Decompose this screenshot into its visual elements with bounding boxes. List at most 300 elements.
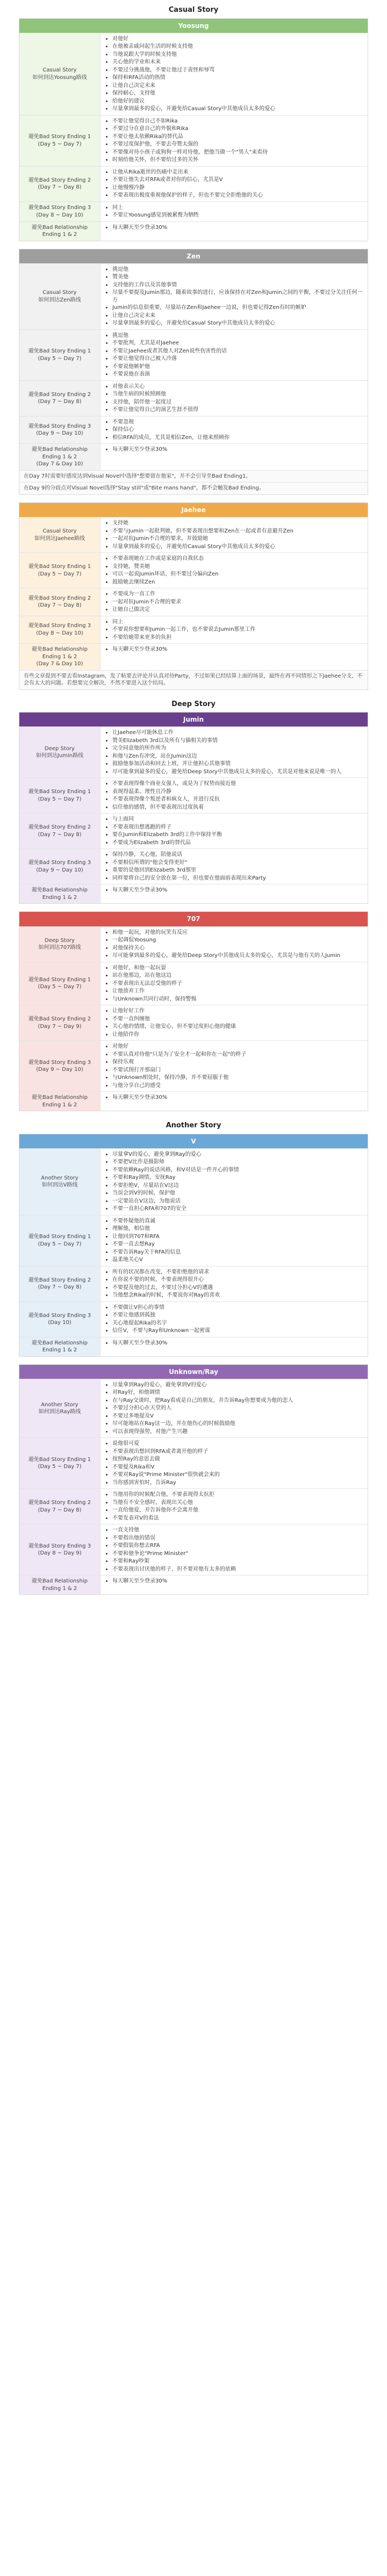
route-card [19,911,368,1111]
route-row [19,926,368,962]
tip-item: • 挑逗他 [112,332,363,340]
tips-list [101,222,368,241]
tip-item: • 每天聊天至少登录30% [112,887,363,894]
condition-line: 避免Bad Story Ending 1 [28,789,91,795]
row-condition [19,727,101,778]
condition-line: (Day 9 ~ Day 10) [36,867,83,873]
tip-item: • 鼓励她去继续Zen [112,579,363,586]
tip-item: • 保持和RFA活动的热情 [112,74,363,82]
tips-list [101,416,368,444]
row-condition [19,1379,101,1438]
tip-item: • 每天聊天至少登录30% [112,646,363,653]
tip-item: • 对他好 [112,1043,363,1050]
tip-item: • 让他陪伴你 [112,1031,363,1039]
tip-item: • 信任他的感情，但不要表现出过度执着 [112,804,363,811]
tips-list [101,778,368,813]
tip-item: • 支持他的工作以及其他事情 [112,282,363,289]
tip-item: • 不要一直去想Ray [112,1241,363,1248]
condition-line: (Day 5 ~ Day 7) [38,1464,82,1470]
tips-list [101,167,368,202]
route-note: 在Day 9的分歧点对Visual Novel选择"Stay still"或"Bite mans hand"，都不会触发Bad Ending。 [19,482,368,494]
tip-item: • 不要像对待小孩子或狗狗一样对待他，把他当做一个"男人"来看待 [112,149,363,156]
route-row [19,588,368,616]
row-condition [19,444,101,470]
route-card [19,712,368,904]
row-condition [19,1302,101,1337]
row-condition [19,814,101,848]
tips-list [101,264,368,329]
tip-item: • 赞美Elizabeth 3rd以及所有与猫相关的事情 [112,737,363,745]
tip-item: • 关心地提起Rika的名字 [112,1320,363,1327]
tip-item: • 完全同意他的所作所为 [112,745,363,752]
tip-item: • 可以一起说Jumin坏话，但不要过分偏向Zen [112,571,363,578]
condition-line: Ending 1 & 2 [42,1347,77,1354]
tip-item: • 关心他的学业和未来 [112,59,363,66]
condition-line: 避免Bad Story Ending 3 [28,423,91,429]
tip-item: • 对他保持关心 [112,945,363,952]
route-card [19,502,368,690]
condition-line: 避免Bad Relationship [32,224,88,231]
row-condition [19,1489,101,1524]
tip-item: • 不要表现出讨厌他的样子，但不要对他有太多的依赖 [112,1566,363,1573]
tip-item: • 在你说不要的时候，不要表现得很开心 [112,1276,363,1284]
condition-line: (Day 5 ~ Day 7) [38,1241,82,1247]
tip-item: • 让他自己决定未来 [112,82,363,90]
condition-line: (Day 7 ~ Day 8) [38,399,82,405]
route-row [19,1337,368,1356]
condition-line: 避免Bad Story Ending 1 [28,976,91,983]
condition-line: (Day 9 ~ Day 10) [36,1067,83,1073]
tips-list [101,1302,368,1337]
tip-item: • 不要让他觉得自己的演艺生涯不值得 [112,406,363,414]
tip-item: • 一起对抗Jumin不合理的要求 [112,599,363,606]
tip-item: • 每天聊天至少登录30% [112,446,363,454]
route-row [19,517,368,552]
condition-line: (Day 8 ~ Day 9) [38,1550,82,1557]
route-row [19,726,368,778]
route-row [19,1148,368,1215]
condition-line: Another Story [41,1175,78,1181]
tip-item: • 不要发表对V的看法 [112,1515,363,1522]
route-card [19,1134,368,1357]
tips-list [101,116,368,166]
tip-item: • 不要给她带来更多的负担 [112,634,363,642]
tip-item: • 同样要将自己的安全放在第一位，但也要在他面前表现出来Party [112,875,363,882]
route-row [19,443,368,470]
condition-line: 避免Bad Relationship [32,1578,88,1585]
row-condition [19,416,101,444]
tip-item: • 同上 [112,204,363,212]
tip-item: • 不要对Ray说"Prime Minister"很快就会来的 [112,1471,363,1479]
tip-item: • 当他生病的时候照顾他 [112,391,363,398]
row-condition [19,1149,101,1215]
route-row [19,221,368,241]
route-header: Unknown/Ray [19,1365,368,1379]
condition-line: (Day 7 ~ Day 8) [38,831,82,838]
condition-line: (Day 5 ~ Day 7) [38,984,82,990]
tip-item: • 不要与Jumin一起批判她，但不要表现出想要和Zen在一起或者有意避开Zen [112,528,363,535]
tip-item: • 不要过度保护他，不要去夸赞太强的 [112,141,363,148]
condition-line: 避免Bad Story Ending 3 [28,1059,91,1066]
condition-line: (Day 9 ~ Day 10) [36,430,83,437]
tip-item: • 支持他，陪伴他一起度过 [112,399,363,406]
tip-item: • 关心他的情绪，让他安心，但不要过度担心他的健康 [112,1023,363,1031]
condition-line: 避免Bad Story Ending 3 [28,623,91,629]
tip-item: • 与上面同 [112,816,363,823]
tips-list [101,1379,368,1438]
route-row [19,263,368,329]
condition-line: Ending 1 & 2 [42,894,77,901]
tip-item: • 每天聊天至少登录30% [112,1094,363,1102]
tips-list [101,884,368,903]
route-row [19,962,368,1005]
tip-item: • 不要表现出极度重视他保护的样子，但也不要完全拒绝他的关心 [112,192,363,199]
tips-list [101,1524,368,1575]
tips-list [101,1005,368,1040]
route-note: 有些文章提到不要去看Instagram，发了帖要去评论并认真对待Party，不过如果已经结算上面的场景，最终在再不同情形之下Jaehee分支，不会有太大的问题。若想要完全解决，不然不要进入这个结局。 [19,670,368,689]
tip-item: • 理解他，相信他 [112,1225,363,1233]
route-row [19,778,368,813]
route-header: V [19,1134,368,1148]
tips-list [101,1438,368,1488]
condition-line: 避免Bad Relationship [32,1340,88,1346]
tips-list [101,727,368,778]
tip-item: • 不要假装你想去RFA [112,1542,363,1550]
row-condition [19,1575,101,1594]
condition-line: Ending 1 & 2 [42,1585,77,1592]
tips-list [101,814,368,848]
tip-item: • 要在Jumin和Elizabeth 3rd的工作中保持平衡 [112,831,363,839]
row-condition [19,222,101,241]
tips-list [101,517,368,552]
tip-item: • 不要让他感到孤独 [112,1312,363,1319]
tip-item: • 不要相信所谓的"他会变得更好" [112,859,363,867]
tip-item: • 温柔地关心V [112,1256,363,1264]
condition-line: 如何到达Zen路线 [38,297,81,303]
tip-item: • 所有的状况都在改变，不要拒绝他的请求 [112,1269,363,1276]
tip-item: • 不要告诉Ray关于RFA的信息 [112,1249,363,1256]
condition-line: (Day 5 ~ Day 7) [38,355,82,362]
condition-line: Another Story [41,1401,78,1408]
row-condition [19,1337,101,1356]
tip-item: • 尽量拿到Ray的爱心，避免拿到V的爱心 [112,1381,363,1389]
condition-line: 避免Bad Relationship [32,646,88,653]
route-row [19,848,368,884]
route-row [19,552,368,588]
tips-list [101,202,368,221]
tip-item: • 在与Ray交谈时，把Ray看成是自己的朋友，并告诉Ray你想要成为他的恋人 [112,1397,363,1405]
condition-line: 如何到达Jumin路线 [35,753,84,759]
tip-item: • 一直给他爱，并告诉他你不会离开他 [112,1507,363,1514]
tip-item: • 对他好 [112,35,363,43]
tips-list [101,444,368,470]
condition-line: 如何到达V路线 [41,1182,78,1189]
tip-item: • 对他表示关心 [112,383,363,391]
tip-item: • 说他很可爱 [112,1440,363,1448]
tip-item: • 与他分享自己的感受 [112,1082,363,1090]
tip-item: • 当他有不安全感时，表现出关心他 [112,1499,363,1507]
tip-item: • 每天聊天至少登录30% [112,1340,363,1347]
route-card [19,1364,368,1595]
tip-item: • 不要忽视 [112,419,363,426]
condition-line: (Day 7 & Day 10) [36,661,83,667]
row-condition [19,884,101,903]
tip-item: • 不要批判，尤其是对Jaehee [112,340,363,347]
row-condition [19,1524,101,1575]
row-condition [19,588,101,616]
row-condition [19,644,101,670]
row-condition [19,616,101,644]
route-header: 707 [19,912,368,926]
tip-item: • 让他从Rika逝世的伤痛中走出来 [112,169,363,176]
tips-list [101,962,368,1005]
tip-item: • 当他想念Rika的时候，不要说你对Ray的喜欢 [112,1292,363,1299]
tip-item: • 一直支持他 [112,1527,363,1534]
route-row [19,1437,368,1488]
row-condition [19,1267,101,1301]
tip-item: • 不要做让V担心的事情 [112,1304,363,1312]
tip-item: • 不要让他觉得自己被人冷落 [112,355,363,363]
tip-item: • 当误会到V的时候，保护他 [112,1190,363,1197]
tip-item: • 不要一直担心RFA和707的安全 [112,1205,363,1213]
tip-item: • 相信RFA的成员，尤其是相信Zen，让他来照顾你 [112,434,363,442]
tip-item: • 让Jaehee尽可能休息工作 [112,729,363,737]
condition-line: (Day 10) [48,1320,71,1326]
condition-line: 避免Bad Relationship [32,1095,88,1101]
condition-line: 避免Bad Story Ending 1 [28,564,91,570]
tip-item: • 不要把V比作是摄影师 [112,1159,363,1166]
tip-item: • 不要过分挑战他，不要让他过于责怪和辱骂 [112,67,363,74]
route-row [19,329,368,380]
tip-item: • 不要表现得像个商业女强人，或是为了权势而接近他 [112,780,363,788]
tip-item: • 和他与Zen有冲突，站在Jumin这边 [112,753,363,760]
row-condition [19,517,101,552]
condition-line: 避免Bad Story Ending 2 [28,1277,91,1283]
tip-item: • 尽可能拿到最多的爱心，避免给Deep Story中其他成员太多的爱心，尤其是对他来说是唯一的人 [112,768,363,776]
route-row [19,1524,368,1575]
condition-line: 避免Bad Story Ending 3 [28,205,91,211]
tip-item: • 不要认真对待他"只是为了安全才一起和你在一起"的样子 [112,1051,363,1059]
row-condition [19,33,101,115]
route-note: 在Day 7时需要好感度达到Visual Novel中选择"想要留在他家"，并不会引导至Bad Ending1。 [19,470,368,483]
row-condition [19,849,101,884]
route-row [19,115,368,166]
row-condition [19,116,101,166]
condition-line: 避免Bad Story Ending 2 [28,391,91,398]
condition-line: 如何到达Ray路线 [38,1409,81,1415]
route-header: Jaehee [19,503,368,517]
section-title: Deep Story [171,700,216,708]
condition-line: 避免Bad Story Ending 2 [28,595,91,601]
condition-line: Casual Story [42,67,77,74]
condition-line: (Day 8 ~ Day 10) [36,212,83,218]
route-header: Zen [19,249,368,263]
tip-item: • 挑逗他 [112,266,363,274]
condition-line: (Day 8 ~ Day 10) [36,630,83,636]
route-row [19,616,368,644]
tip-item: • 让他慢慢冷静 [112,184,363,192]
tip-item: • 保持乐观 [112,1059,363,1066]
condition-line: 避免Bad Story Ending 2 [28,824,91,831]
tip-item: • 不要一直纠缠他 [112,1016,363,1023]
tips-list [101,1041,368,1091]
condition-line: 避免Bad Story Ending 1 [28,348,91,355]
tip-item: • 让他好好工作 [112,1008,363,1015]
route-card [19,249,368,495]
route-row [19,380,368,416]
condition-line: (Day 7 & Day 10) [36,461,83,467]
route-row [19,1301,368,1337]
tip-item: • 不要和Ray调情，安抚Ray [112,1174,363,1182]
row-condition [19,1005,101,1040]
route-row [19,813,368,848]
row-condition [19,167,101,202]
condition-line: Ending 1 & 2 [42,653,77,660]
tip-item: • 不要指出他的错误 [112,1535,363,1542]
tip-item: • 时刻给他关怀，但不要给过多的关怀 [112,156,363,164]
tip-item: • 不要提及他的过去，不要过分担心V的遭遇 [112,1284,363,1292]
tips-list [101,849,368,884]
row-condition [19,330,101,380]
tip-item: • 不要过多地提及V [112,1413,363,1420]
condition-line: 避免Bad Story Ending 2 [28,1016,91,1023]
condition-line: 避免Bad Story Ending 1 [28,134,91,140]
tip-item: • 不要提及Rika和V [112,1464,363,1471]
condition-line: Deep Story [45,745,75,752]
route-row [19,1379,368,1438]
tip-item: • 不要表现得像个叛逆者和疯女人，并进行反抗 [112,796,363,803]
tip-item: • 保持冷静，关心他，陪他说话 [112,851,363,859]
tip-item: • 按照Ray的意思去做 [112,1456,363,1463]
tip-item: • 对Ray好，和他调情 [112,1389,363,1397]
route-row [19,1091,368,1111]
condition-line: (Day 5 ~ Day 7) [38,141,82,147]
tip-item: • 一起对抗Jumin不合理的要求，并鼓励她 [112,535,363,543]
tip-item: • 不要表现出无法忍受他的样子 [112,980,363,988]
tip-item: • 当你感到害怕时，告诉Ray [112,1479,363,1487]
tip-item: • 和他一起玩，对他的玩笑有反应 [112,929,363,937]
tip-item: • 一起调侃Yoosung [112,937,363,944]
condition-line: (Day 7 ~ Day 8) [38,1507,82,1513]
tip-item: • 不要成为一直工作 [112,591,363,598]
tip-item: • 不要试图打开那扇门 [112,1067,363,1074]
route-header: Yoosung [19,19,368,33]
tips-list [101,1575,368,1594]
tip-item: • 不要和他争论"Prime Minister" [112,1550,363,1558]
tip-item: • 在他被亲戚问起生活的时候支持他 [112,43,363,51]
row-condition [19,553,101,588]
route-row [19,643,368,670]
tip-item: • 鼓励他参加活动和回去上班，并让他担心其他事情 [112,760,363,768]
tip-item: • 尽量拿到最多的爱心，并避免给Casual Story中其他成员太多的爱心 [112,105,363,113]
tip-item: • 不要成为Elizabeth 3rd的替代品 [112,839,363,847]
condition-line: 如何到达Yoosung路线 [32,74,87,81]
condition-line: (Day 7 ~ Day 8) [38,1284,82,1291]
condition-line: (Day 7 ~ Day 9) [38,1023,82,1030]
route-row [19,166,368,202]
tip-item: • 保持耐心，支持他 [112,90,363,97]
tips-list [101,33,368,115]
route-row [19,1005,368,1040]
condition-line: Ending 1 & 2 [42,232,77,238]
tips-list [101,330,368,380]
condition-line: Ending 1 & 2 [42,1102,77,1108]
tip-item: • 不要和Ray吵架 [112,1558,363,1565]
tip-item: • 支持她，赞美她 [112,563,363,571]
tip-item: • 尽量拿到最多的爱心，并避免给Casual Story中其他成员太多的爱心 [112,543,363,551]
tip-item: • 赞美他 [112,274,363,281]
condition-line: Casual Story [42,528,77,535]
tip-item: • 让他回到707和RFA [112,1233,363,1241]
row-condition [19,264,101,329]
condition-line: 避免Bad Story Ending 2 [28,1500,91,1506]
route-header: Jumin [19,713,368,726]
tip-item: • Jumin的信息很重要，尽量站在Zen和Jaehee一边说，但也要记得Zen有时的嫉妒 [112,304,363,312]
tip-item: • 不要过分担心在天堂的人 [112,1405,363,1412]
tip-item: • 不要怀疑他的真诚 [112,1218,363,1225]
tips-list [101,1215,368,1266]
tip-item: • 表现得温柔、理性且冷静 [112,788,363,796]
tip-item: • 让她自己做决定 [112,606,363,614]
row-condition [19,962,101,1005]
tip-item: • 重要的是他回到Elizabeth 3rd那里 [112,867,363,874]
tip-item: • 当他用你的时候配合他，不要表现得太抗拒 [112,1491,363,1499]
condition-line: Casual Story [42,290,77,296]
route-row [19,1266,368,1301]
tip-item: • 与Unknown相处时，保持冷静，并不要屈服于他 [112,1074,363,1082]
condition-line: Ending 1 & 2 [42,454,77,460]
tip-item: • 不要让他太依赖Rika的替代品 [112,133,363,141]
tips-list [101,1489,368,1524]
tip-item: • 当他说跟大学的时候支持他 [112,51,363,59]
tips-list [101,616,368,644]
tip-item: • 尽可能拿到最多的爱心，避免给Deep Story中其他成员太多的爱心，尤其是与他有关的人Jumin [112,952,363,960]
tip-item: • 不要让Jaehee或者其他人对Zen说些伤害性的话 [112,348,363,355]
tip-item: • 不要说他嫉妒他 [112,363,363,371]
tip-item: • 让他自己决定未来 [112,312,363,320]
condition-line: 避免Bad Story Ending 1 [28,1234,91,1240]
tips-list [101,927,368,962]
row-condition [19,927,101,962]
tip-item: • 信任V，不要与Ray和Unknown一起密谋 [112,1327,363,1335]
tip-item: • 让他放弃工作 [112,988,363,995]
row-condition [19,1215,101,1266]
tip-item: • 不要让他觉得自己不如Rika [112,118,363,125]
route-card [19,18,368,241]
row-condition [19,381,101,416]
tip-item: • 同上 [112,618,363,626]
route-row [19,202,368,221]
tip-item: • 给他好的建议 [112,98,363,105]
tips-list [101,381,368,416]
route-row [19,884,368,903]
row-condition [19,778,101,813]
tip-item: • 保持信心 [112,426,363,434]
route-row [19,33,368,115]
condition-line: 避免Bad Relationship [32,887,88,894]
route-row [19,416,368,444]
route-row [19,1215,368,1266]
tips-list [101,1267,368,1301]
row-condition [19,1438,101,1488]
condition-line: 如何到达Jaehee路线 [34,535,85,542]
condition-line: (Day 5 ~ Day 7) [38,571,82,577]
tip-item: • 支持她 [112,520,363,527]
tip-item: • 站在他那边，站在他这边 [112,972,363,980]
tip-item: • 尽可能地站在Ray这一边，并在他伤心的时候鼓励他 [112,1420,363,1428]
row-condition [19,1092,101,1111]
route-row [19,1488,368,1524]
